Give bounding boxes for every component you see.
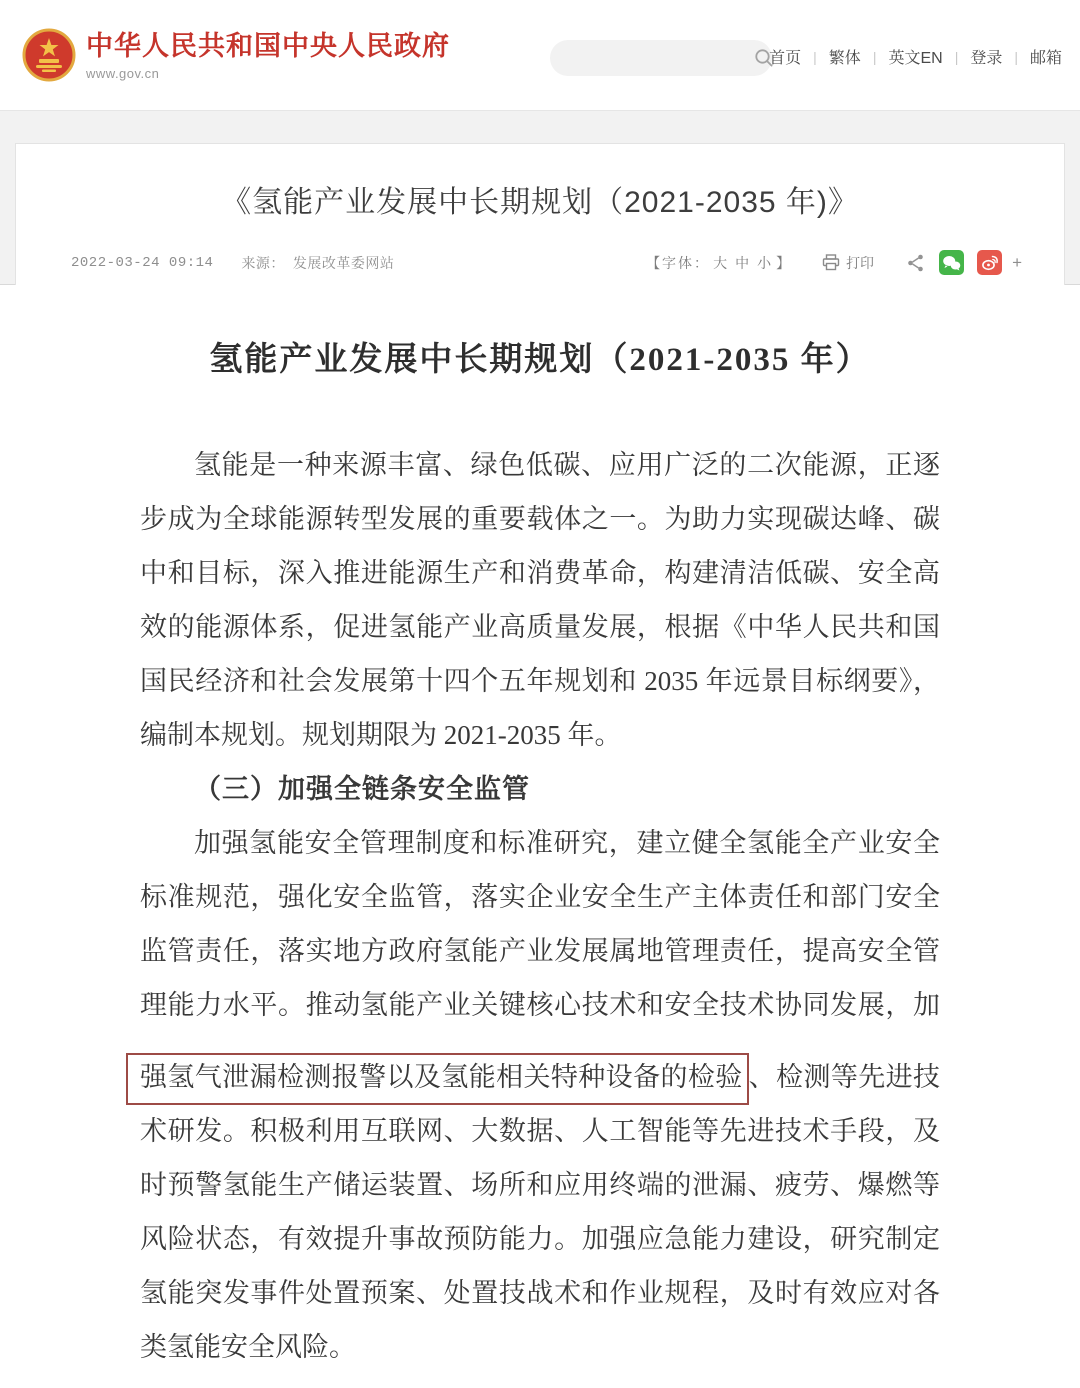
document-title: 氢能产业发展中长期规划（2021-2035 年） <box>209 342 871 378</box>
doc-line: 编制本规划。规划期限为 2021-2035 年。 <box>140 720 622 750</box>
font-ctl-open: 【字体： <box>646 254 711 271</box>
nav-separator: | <box>813 48 817 65</box>
doc-line <box>140 1050 940 1104</box>
doc-line: 类氢能安全风险。 <box>140 1332 356 1362</box>
print-button[interactable] <box>822 253 874 273</box>
doc-line: 风险状态，有效提升事故预防能力。加强应急能力建设，研究制定 <box>140 1224 940 1254</box>
doc-line: 时预警氢能生产储运装置、场所和应用终端的泄漏、疲劳、爆燃等 <box>140 1170 940 1200</box>
share-group <box>906 250 1022 275</box>
font-size-large-button[interactable]: 大 <box>713 254 730 271</box>
nav-separator: | <box>954 48 959 65</box>
doc-line: 氢能突发事件处置预案、处置技战术和作业规程，及时有效应对各 <box>140 1278 940 1308</box>
site-logo[interactable] <box>22 28 450 82</box>
doc-line: 效的能源体系，促进氢能产业高质量发展，根据《中华人民共和国 <box>140 612 940 642</box>
nav-separator: | <box>872 48 877 65</box>
doc-text: 、检测等先进技 <box>748 1062 941 1092</box>
page-title: 《氢能产业发展中长期规划（2021-2035 年)》 <box>221 186 859 219</box>
site-title: 中华人民共和国中央人民政府 <box>86 31 450 61</box>
share-wechat-button[interactable] <box>939 250 964 275</box>
site-header <box>0 0 1080 110</box>
highlight-red-box: 强氢气泄漏检测报警以及氢能相关特种设备的检验 <box>126 1053 749 1105</box>
meta-info <box>71 253 394 273</box>
doc-line: 加强氢能安全管理制度和标准研究，建立健全氢能全产业安全 <box>194 828 940 858</box>
nav-item-2[interactable]: 英文EN <box>888 50 943 67</box>
site-identity <box>86 28 450 81</box>
font-size-control <box>646 253 792 273</box>
meta-row <box>16 250 1064 275</box>
publish-date: 2022-03-24 09:14 <box>71 254 214 271</box>
article-card <box>15 143 1065 285</box>
source-name[interactable]: 发展改革委网站 <box>292 254 395 271</box>
article-toolbar <box>646 250 1022 275</box>
nav-separator: | <box>1014 48 1018 65</box>
doc-section-heading: （三）加强全链条安全监管 <box>194 774 530 804</box>
font-ctl-close: 】 <box>776 254 793 271</box>
source-label: 来源： <box>241 254 285 271</box>
share-weibo-button[interactable] <box>977 250 1002 275</box>
doc-line: 标准规范，强化安全监管，落实企业安全生产主体责任和部门安全 <box>140 882 940 912</box>
national-emblem-icon <box>22 28 76 82</box>
top-nav <box>767 45 1064 68</box>
nav-item-3[interactable]: 登录 <box>970 50 1003 67</box>
wechat-icon <box>942 255 961 271</box>
search-box[interactable] <box>550 40 772 76</box>
document-body <box>140 438 940 1374</box>
doc-line: 中和目标，深入推进能源生产和消费革命，构建清洁低碳、安全高 <box>140 558 940 588</box>
print-label: 打印 <box>846 254 875 271</box>
weibo-icon <box>981 254 999 271</box>
nav-item-0[interactable]: 首页 <box>769 50 802 67</box>
doc-line: 步成为全球能源转型发展的重要载体之一。为助力实现碳达峰、碳 <box>140 504 940 534</box>
font-size-small-button[interactable]: 小 <box>757 254 774 271</box>
printer-icon <box>822 254 840 271</box>
font-size-medium-button[interactable]: 中 <box>735 254 752 271</box>
doc-line: 国民经济和社会发展第十四个五年规划和 2035 年远景目标纲要》， <box>140 666 940 696</box>
doc-line: 理能力水平。推动氢能产业关键核心技术和安全技术协同发展，加 <box>140 990 940 1020</box>
nav-item-1[interactable]: 繁体 <box>828 50 861 67</box>
share-more-button[interactable]: + <box>1012 252 1022 272</box>
doc-line: 监管责任，落实地方政府氢能产业发展属地管理责任，提高安全管 <box>140 936 940 966</box>
site-url: www.gov.cn <box>86 66 160 81</box>
nav-item-4[interactable]: 邮箱 <box>1029 50 1062 67</box>
title-band <box>0 110 1080 285</box>
doc-line: 氢能是一种来源丰富、绿色低碳、应用广泛的二次能源，正逐 <box>194 450 940 480</box>
document-area <box>0 285 1080 1374</box>
share-icon[interactable] <box>906 253 926 273</box>
doc-line: 术研发。积极利用互联网、大数据、人工智能等先进技术手段，及 <box>140 1116 940 1146</box>
search-input[interactable] <box>550 40 753 76</box>
